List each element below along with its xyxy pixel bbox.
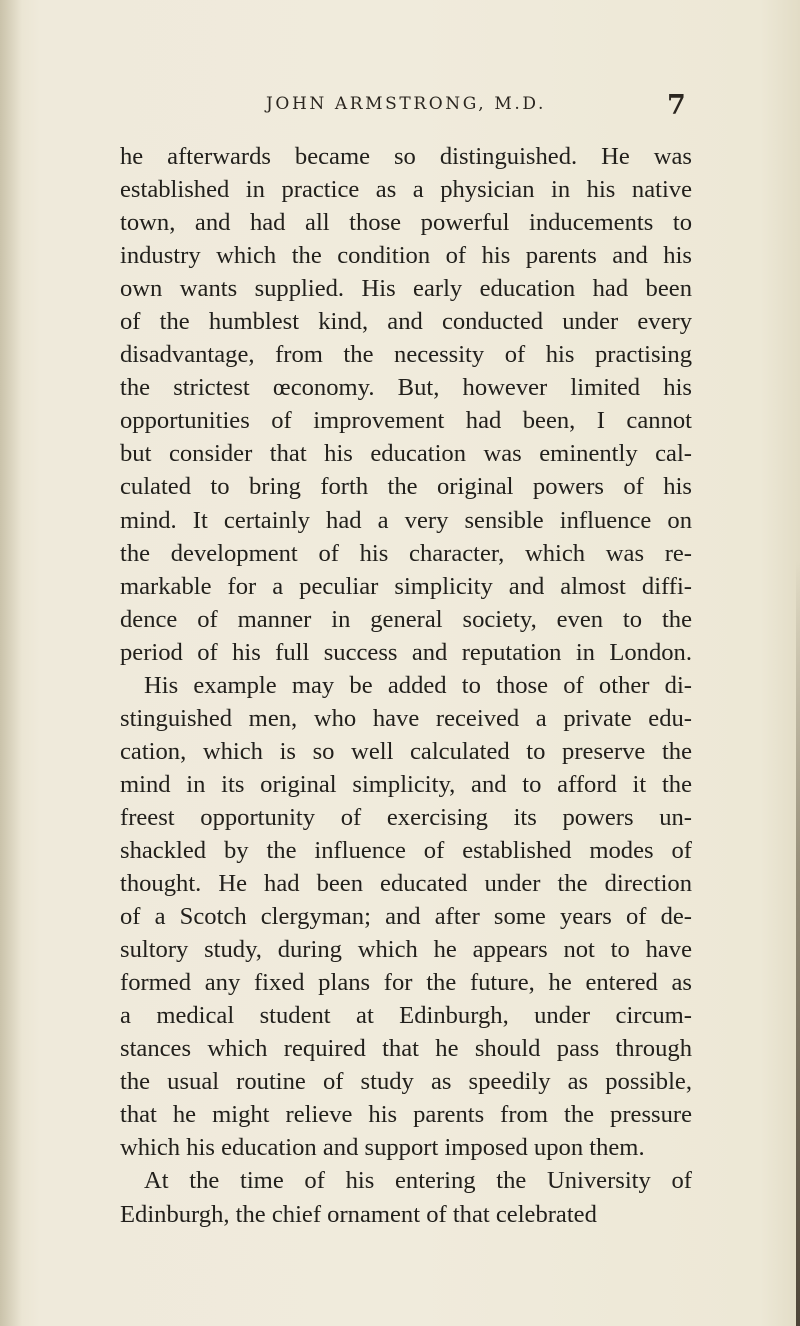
text-line: Edinburgh, the chief ornament of that celebrated	[120, 1200, 597, 1228]
text-line: sultory study, during which he appears not to have	[120, 936, 692, 964]
text-line: mind in its original simplicity, and to afford it the	[120, 770, 692, 798]
text-line: of the humblest kind, and conducted under every	[120, 308, 692, 336]
page-edge	[796, 560, 800, 1326]
running-head	[0, 92, 800, 122]
text-line: he afterwards became so distinguished. He was	[120, 143, 692, 170]
text-line: town, and had all those powerful inducements to	[120, 209, 692, 237]
text-line: own wants supplied. His early education had been	[120, 275, 692, 303]
text-line: mind. It certainly had a very sensible influence on	[120, 506, 692, 534]
body-text	[120, 140, 692, 1231]
text-line: At the time of his entering the University of	[144, 1167, 692, 1195]
text-line: the development of his character, which was re-	[120, 539, 692, 567]
text-line: culated to bring forth the original powers of his	[120, 473, 692, 501]
text-line: which his education and support imposed upon them.	[120, 1134, 645, 1162]
text-line: thought. He had been educated under the direction	[120, 870, 692, 898]
text-line: markable for a peculiar simplicity and almost diffi-	[120, 572, 692, 600]
running-head-title: JOHN ARMSTRONG, M.D.	[266, 94, 546, 114]
text-line: disadvantage, from the necessity of his practising	[120, 341, 692, 369]
text-line: dence of manner in general society, even to the	[120, 605, 692, 633]
text-line: His example may be added to those of other di-	[144, 671, 692, 699]
text-line: period of his full success and reputation in London.	[120, 638, 692, 666]
page-gutter-shadow	[0, 0, 22, 1326]
text-line: industry which the condition of his parents and his	[120, 242, 692, 270]
text-line: of a Scotch clergyman; and after some years of de-	[120, 903, 692, 931]
page-number: 7	[667, 90, 686, 121]
text-line: the usual routine of study as speedily as possible,	[120, 1068, 692, 1096]
text-line: formed any fixed plans for the future, he entered as	[120, 969, 692, 997]
text-line: stances which required that he should pass through	[120, 1035, 692, 1063]
text-line: stinguished men, who have received a private edu-	[120, 704, 692, 732]
text-line: freest opportunity of exercising its powers un-	[120, 803, 692, 831]
text-line: established in practice as a physician in his native	[120, 176, 692, 204]
text-line: shackled by the influence of established modes of	[120, 836, 692, 864]
text-line: cation, which is so well calculated to preserve the	[120, 737, 692, 765]
text-line: that he might relieve his parents from the pressure	[120, 1101, 692, 1129]
text-line: opportunities of improvement had been, I cannot	[120, 407, 692, 435]
text-line: the strictest œconomy. But, however limited his	[120, 374, 692, 402]
text-line: a medical student at Edinburgh, under circum-	[120, 1002, 692, 1030]
text-line: but consider that his education was eminently cal-	[120, 440, 692, 468]
